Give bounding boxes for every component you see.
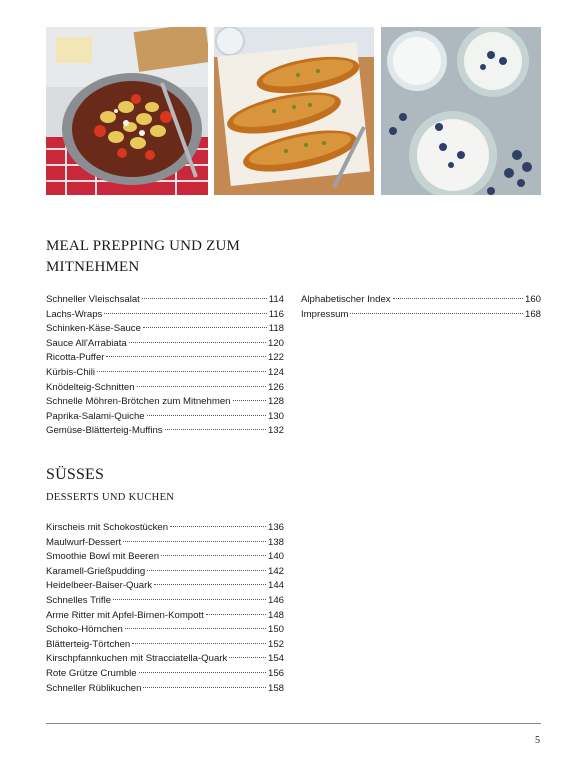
leader-dots (154, 584, 266, 585)
toc-entry-label: Kirschpfannkuchen mit Stracciatella-Quark (46, 653, 228, 665)
footer-divider (46, 723, 541, 724)
toc-entry-label: Schneller Rüblikuchen (46, 682, 142, 694)
toc-entry-label: Knödelteig-Schnitten (46, 381, 135, 393)
toc-entry-label: Kürbis-Chili (46, 366, 96, 378)
leader-dots (161, 555, 266, 556)
toc-entry-label: Schinken-Käse-Sauce (46, 323, 141, 335)
photo-blueberry-quark-jars (381, 27, 541, 195)
toc-entry-label: Karamell-Grießpudding (46, 565, 146, 577)
toc-entry-page: 128 (267, 396, 284, 408)
leader-dots (139, 672, 266, 673)
toc-entry[interactable] (46, 521, 284, 536)
toc-entry-label: Schnelle Möhren-Brötchen zum Mitnehmen (46, 396, 231, 408)
toc-entry-page: 124 (267, 366, 284, 378)
page-number: 5 (535, 735, 540, 746)
toc-entry-label: Lachs-Wraps (46, 308, 103, 320)
toc-entry-page: 146 (267, 594, 284, 606)
toc-entry-page: 126 (267, 381, 284, 393)
toc-entry[interactable] (46, 667, 284, 682)
leader-dots (393, 298, 523, 299)
toc-entry-label: Schneller Vleischsalat (46, 294, 140, 305)
leader-dots (113, 599, 266, 600)
toc-entry-page: 150 (267, 624, 284, 636)
toc-entry[interactable] (46, 366, 284, 381)
toc-entry-page: 132 (267, 425, 284, 437)
toc-entry[interactable] (46, 293, 284, 308)
toc-entry-label: Arme Ritter mit Apfel-Birnen-Kompott (46, 609, 204, 621)
leader-dots (143, 687, 266, 688)
toc-entry-label: Maulwurf-Dessert (46, 536, 122, 548)
toc-entry-page: 140 (267, 551, 284, 563)
toc-entry-label: Schnelles Trifle (46, 594, 112, 606)
toc-entry-label: Ricotta-Puffer (46, 352, 105, 364)
section-title-suesses: SÜSSES (46, 466, 105, 483)
section-title-meal-prepping: MEAL PREPPING UND ZUM MITNEHMEN (46, 238, 241, 275)
toc-entry-page: 136 (267, 522, 284, 533)
toc-entry[interactable] (46, 565, 284, 580)
leader-dots (106, 356, 266, 357)
toc-entry[interactable] (46, 550, 284, 565)
leader-dots (137, 386, 266, 387)
toc-entry-page: 152 (267, 638, 284, 650)
leader-dots (229, 657, 266, 658)
leader-dots (170, 526, 266, 527)
leader-dots (147, 415, 266, 416)
toc-entry[interactable] (46, 395, 284, 410)
toc-entry[interactable] (46, 337, 284, 352)
toc-entry-alphabetical-index[interactable] (301, 293, 541, 308)
toc-entry-page: 158 (267, 682, 284, 694)
toc-entry-label: Blätterteig-Törtchen (46, 638, 131, 650)
toc-entry-page: 118 (268, 323, 284, 335)
toc-entry-page: 144 (267, 580, 284, 592)
toc-entry-page: 156 (267, 667, 284, 679)
toc-entry-label: Smoothie Bowl mit Beeren (46, 551, 160, 563)
leader-dots (125, 628, 266, 629)
toc-entry[interactable] (46, 536, 284, 551)
leader-dots (129, 342, 266, 343)
toc-entry-label: Impressum (301, 308, 349, 320)
toc-entry[interactable] (46, 609, 284, 624)
toc-entry[interactable] (46, 351, 284, 366)
toc-list-index (301, 293, 541, 322)
toc-entry-label: Schoko-Hörnchen (46, 624, 123, 636)
toc-entry-label: Heidelbeer-Baiser-Quark (46, 580, 153, 592)
leader-dots (233, 400, 266, 401)
toc-entry-page: 114 (268, 294, 284, 305)
photo-gnocchi-tomato-pan (46, 27, 208, 195)
leader-dots (165, 429, 266, 430)
leader-dots (132, 643, 266, 644)
toc-entry[interactable] (46, 322, 284, 337)
leader-dots (142, 298, 267, 299)
toc-entry-page: 122 (267, 352, 284, 364)
toc-entry-page: 148 (267, 609, 284, 621)
toc-entry[interactable] (46, 623, 284, 638)
toc-entry[interactable] (46, 682, 284, 697)
toc-entry[interactable] (46, 424, 284, 439)
photo-baked-baguettes (214, 27, 374, 195)
toc-entry-page: 116 (268, 308, 284, 320)
toc-entry[interactable] (46, 308, 284, 323)
toc-entry-page: 154 (267, 653, 284, 665)
toc-entry-page: 142 (267, 565, 284, 577)
toc-list-meal-prepping (46, 293, 284, 439)
toc-entry[interactable] (46, 594, 284, 609)
leader-dots (147, 570, 266, 571)
toc-entry-page: 130 (267, 410, 284, 422)
section-subtitle-desserts: DESSERTS UND KUCHEN (46, 492, 175, 503)
toc-entry-impressum[interactable] (301, 308, 541, 323)
toc-entry-label: Sauce All'Arrabiata (46, 337, 127, 349)
toc-entry-page: 168 (524, 308, 541, 320)
toc-entry[interactable] (46, 381, 284, 396)
toc-list-sweets (46, 521, 284, 696)
leader-dots (143, 327, 267, 328)
leader-dots (350, 313, 523, 314)
leader-dots (104, 313, 266, 314)
toc-entry[interactable] (46, 638, 284, 653)
leader-dots (97, 371, 266, 372)
leader-dots (123, 541, 266, 542)
toc-entry-label: Kirscheis mit Schokostücken (46, 522, 169, 533)
toc-entry-page: 138 (267, 536, 284, 548)
toc-entry[interactable] (46, 579, 284, 594)
toc-entry[interactable] (46, 410, 284, 425)
toc-entry[interactable] (46, 652, 284, 667)
toc-entry-label: Gemüse-Blätterteig-Muffins (46, 425, 163, 437)
toc-entry-label: Alphabetischer Index (301, 294, 391, 305)
leader-dots (206, 614, 266, 615)
toc-entry-label: Rote Grütze Crumble (46, 667, 137, 679)
toc-entry-page: 160 (524, 294, 541, 305)
toc-entry-label: Paprika-Salami-Quiche (46, 410, 145, 422)
toc-entry-page: 120 (267, 337, 284, 349)
